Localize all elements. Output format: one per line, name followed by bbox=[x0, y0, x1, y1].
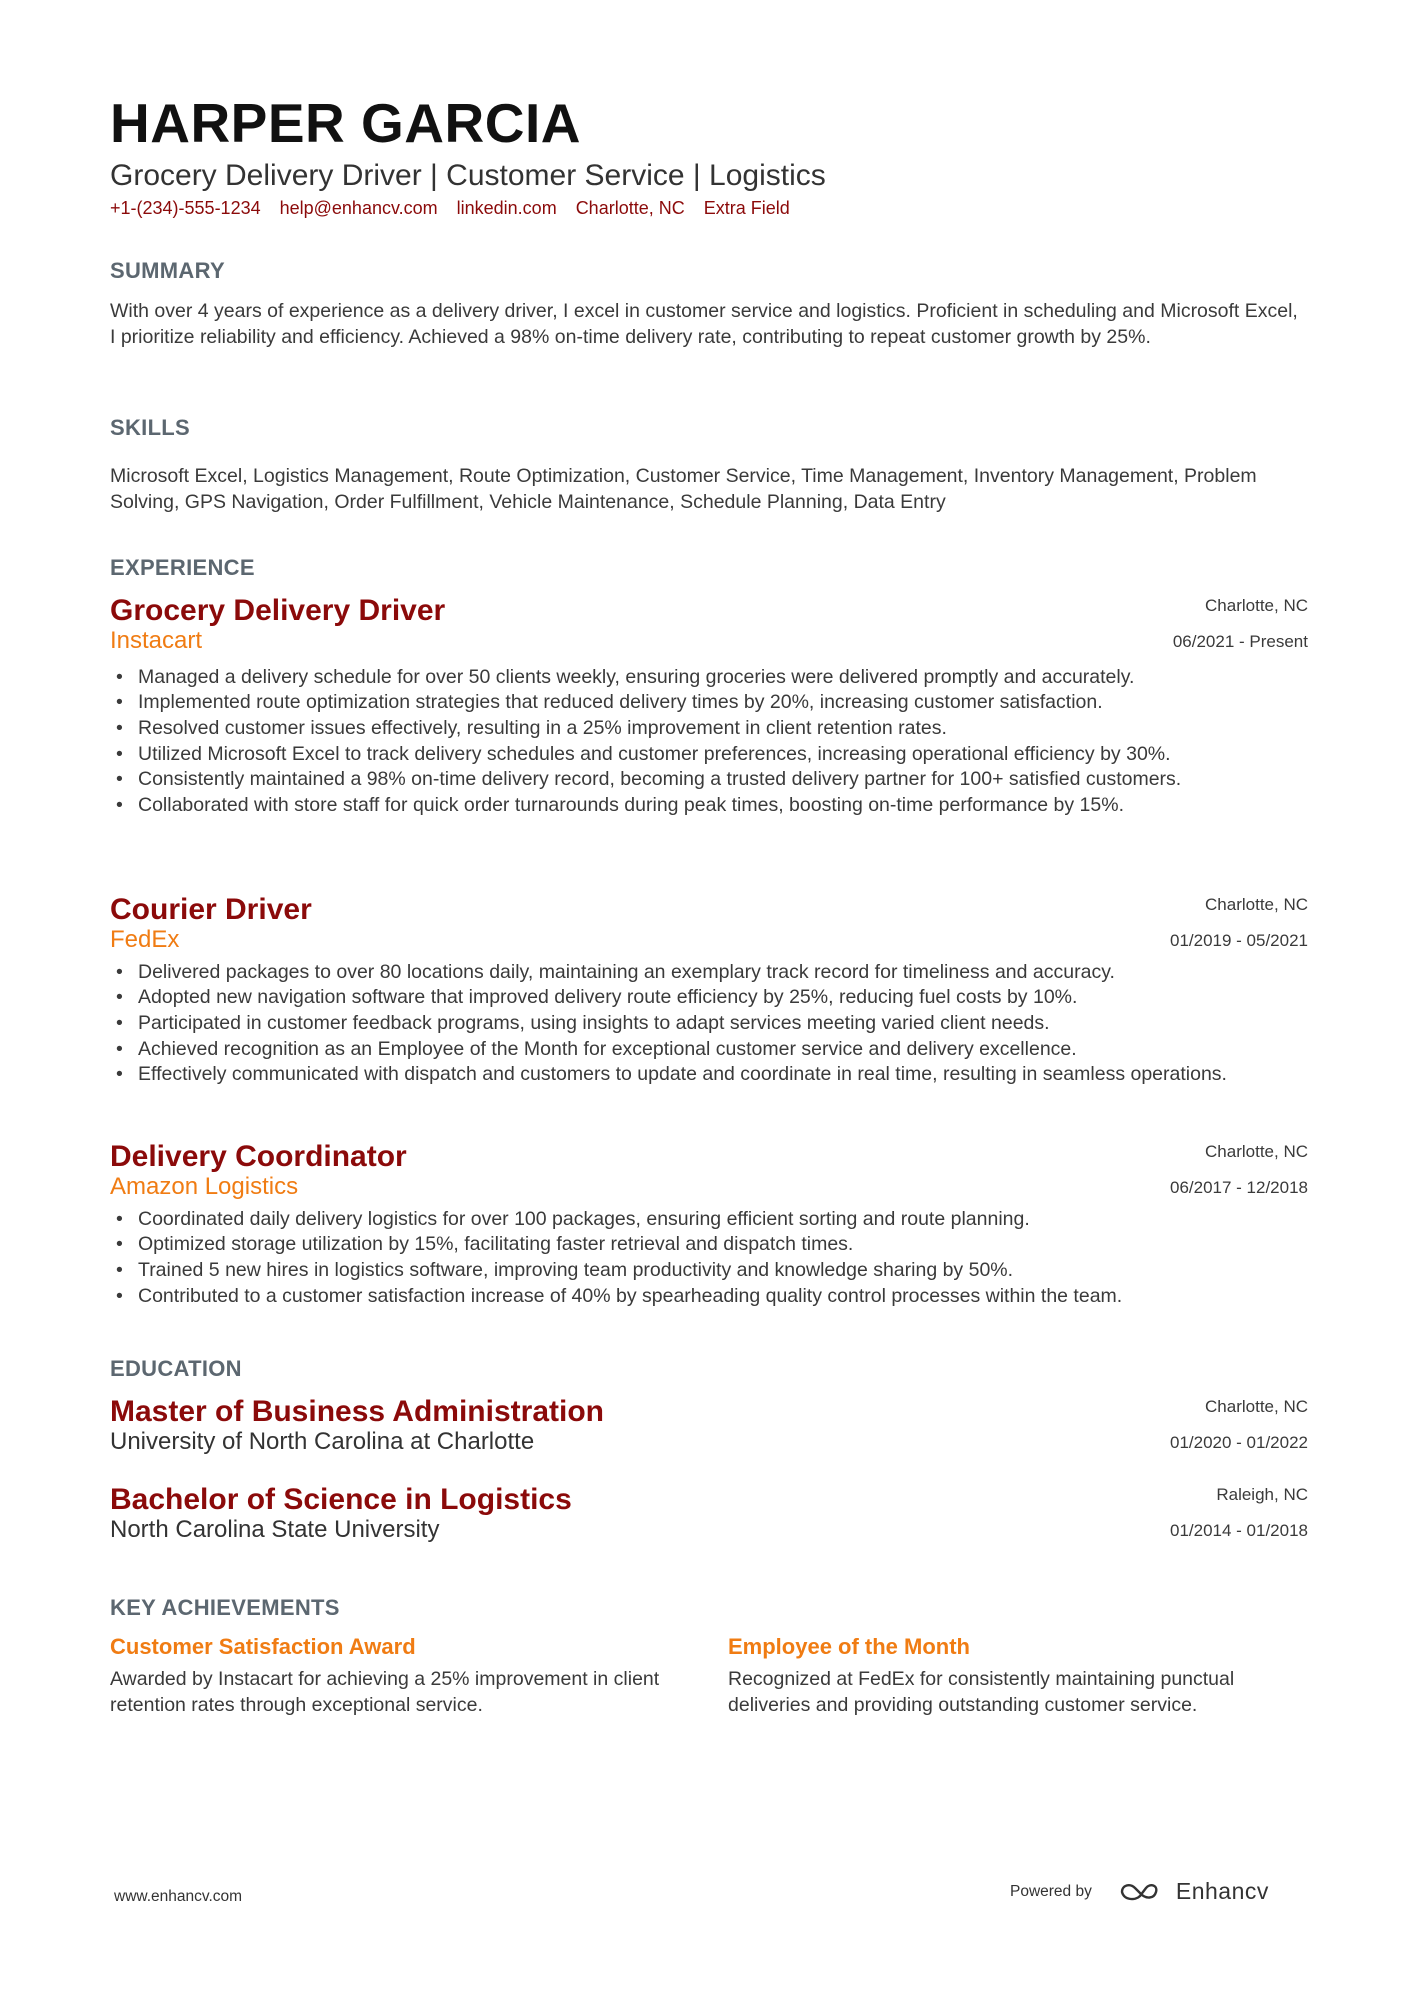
list-item: • Delivered packages to over 80 locations daily, maintaining an exemplary track record for timeliness and accuracy. bbox=[110, 960, 1308, 986]
list-item: • Utilized Microsoft Excel to track delivery schedules and customer preferences, increasing operational efficiency by 30%. bbox=[110, 742, 1308, 768]
footer-website[interactable]: www.enhancv.com bbox=[114, 1888, 243, 1905]
powered-by-label: Powered by bbox=[1010, 1882, 1092, 1900]
skills-section bbox=[110, 415, 1308, 515]
list-item: • Implemented route optimization strategies that reduced delivery times by 20%, increasing customer satisfaction. bbox=[110, 690, 1308, 716]
job-bullets bbox=[110, 1207, 1308, 1310]
achievement-title: Employee of the Month bbox=[728, 1634, 970, 1659]
list-item: • Collaborated with store staff for quick order turnarounds during peak times, boosting on-time performance by 15%. bbox=[110, 793, 1308, 819]
skills-title: SKILLS bbox=[110, 415, 191, 440]
summary-section bbox=[110, 258, 1308, 350]
contact-phone[interactable]: +1-(234)-555-1234 bbox=[110, 197, 261, 218]
education-school: North Carolina State University bbox=[110, 1516, 440, 1543]
job-fedex bbox=[110, 893, 1308, 1088]
job-title: Grocery Delivery Driver bbox=[110, 594, 446, 627]
headline: Grocery Delivery Driver | Customer Service | Logistics bbox=[110, 159, 826, 192]
education-item-bs bbox=[110, 1483, 1308, 1544]
contact-row bbox=[110, 198, 1308, 219]
powered-by-branding bbox=[1010, 1878, 1269, 1905]
job-location: Charlotte, NC bbox=[1205, 596, 1308, 615]
list-item: • Resolved customer issues effectively, resulting in a 25% improvement in client retention rates. bbox=[110, 716, 1308, 742]
list-item: • Adopted new navigation software that improved delivery route efficiency by 25%, reducing fuel costs by 10%. bbox=[110, 985, 1308, 1011]
list-item: • Effectively communicated with dispatch and customers to update and coordinate in real time, resulting in seamless operations. bbox=[110, 1062, 1308, 1088]
job-company: FedEx bbox=[110, 926, 180, 953]
list-item: • Trained 5 new hires in logistics software, improving team productivity and knowledge sharing by 50%. bbox=[110, 1258, 1308, 1284]
job-dates: 06/2021 - Present bbox=[1172, 632, 1308, 651]
resume-header bbox=[110, 92, 1308, 219]
achievement-desc: Awarded by Instacart for achieving a 25% improvement in client retention rates through exceptional service. bbox=[110, 1668, 660, 1716]
achievements-section bbox=[110, 1595, 1308, 1621]
experience-section bbox=[110, 555, 1308, 581]
experience-title: EXPERIENCE bbox=[110, 555, 255, 580]
education-title: EDUCATION bbox=[110, 1356, 242, 1381]
contact-email[interactable]: help@enhancv.com bbox=[279, 197, 438, 218]
list-item: • Optimized storage utilization by 15%, facilitating faster retrieval and dispatch times. bbox=[110, 1232, 1308, 1258]
job-amazon-logistics bbox=[110, 1140, 1308, 1309]
job-dates: 01/2019 - 05/2021 bbox=[1169, 931, 1308, 950]
education-dates: 01/2020 - 01/2022 bbox=[1169, 1433, 1308, 1452]
education-section bbox=[110, 1356, 1308, 1382]
job-instacart bbox=[110, 594, 1308, 819]
education-location: Raleigh, NC bbox=[1216, 1485, 1308, 1504]
education-item-mba bbox=[110, 1395, 1308, 1456]
education-location: Charlotte, NC bbox=[1205, 1397, 1308, 1416]
summary-text: With over 4 years of experience as a delivery driver, I excel in customer service and logistics. Proficient in scheduling and Microsoft Excel, I prioritize reliability and efficiency. Achieved a 98% on-time delivery rate, contributing to repeat customer growth by 25%. bbox=[110, 300, 1298, 348]
education-dates: 01/2014 - 01/2018 bbox=[1169, 1521, 1308, 1540]
list-item: • Achieved recognition as an Employee of the Month for exceptional customer service and delivery excellence. bbox=[110, 1037, 1308, 1063]
candidate-name: HARPER GARCIA bbox=[110, 92, 581, 154]
job-company: Amazon Logistics bbox=[110, 1173, 299, 1200]
skills-text: Microsoft Excel, Logistics Management, Route Optimization, Customer Service, Time Management, Inventory Management, Problem Solving, GPS Navigation, Order Fulfillment, Vehicle Maintenance, Schedule Planning, Data Entry bbox=[110, 465, 1257, 513]
enhancv-logo-icon bbox=[1118, 1879, 1164, 1905]
list-item: • Participated in customer feedback programs, using insights to adapt services meeting varied client needs. bbox=[110, 1011, 1308, 1037]
job-title: Delivery Coordinator bbox=[110, 1140, 407, 1173]
achievement-item bbox=[110, 1634, 700, 1718]
list-item: • Contributed to a customer satisfaction increase of 40% by spearheading quality control processes within the team. bbox=[110, 1284, 1308, 1310]
list-item: • Consistently maintained a 98% on-time delivery record, becoming a trusted delivery partner for 100+ satisfied customers. bbox=[110, 767, 1308, 793]
enhancv-brand: Enhancv bbox=[1175, 1878, 1269, 1904]
job-company: Instacart bbox=[110, 627, 203, 654]
achievement-desc: Recognized at FedEx for consistently maintaining punctual deliveries and providing outstanding customer service. bbox=[728, 1668, 1235, 1716]
job-location: Charlotte, NC bbox=[1205, 1142, 1308, 1161]
summary-title: SUMMARY bbox=[110, 258, 225, 283]
education-degree: Bachelor of Science in Logistics bbox=[110, 1483, 572, 1516]
list-item: • Coordinated daily delivery logistics for over 100 packages, ensuring efficient sorting and route planning. bbox=[110, 1207, 1308, 1233]
job-bullets bbox=[110, 960, 1308, 1089]
job-bullets bbox=[110, 665, 1308, 819]
list-item: • Managed a delivery schedule for over 50 clients weekly, ensuring groceries were delivered promptly and accurately. bbox=[110, 665, 1308, 691]
job-location: Charlotte, NC bbox=[1205, 895, 1308, 914]
contact-location: Charlotte, NC bbox=[575, 197, 685, 218]
contact-linkedin[interactable]: linkedin.com bbox=[456, 197, 557, 218]
achievement-item bbox=[728, 1634, 1308, 1718]
achievement-title: Customer Satisfaction Award bbox=[110, 1634, 416, 1659]
education-degree: Master of Business Administration bbox=[110, 1395, 604, 1428]
education-school: University of North Carolina at Charlotte bbox=[110, 1428, 535, 1455]
job-dates: 06/2017 - 12/2018 bbox=[1169, 1178, 1308, 1197]
contact-extra-field: Extra Field bbox=[703, 197, 790, 218]
achievements-title: KEY ACHIEVEMENTS bbox=[110, 1595, 340, 1620]
job-title: Courier Driver bbox=[110, 893, 312, 926]
